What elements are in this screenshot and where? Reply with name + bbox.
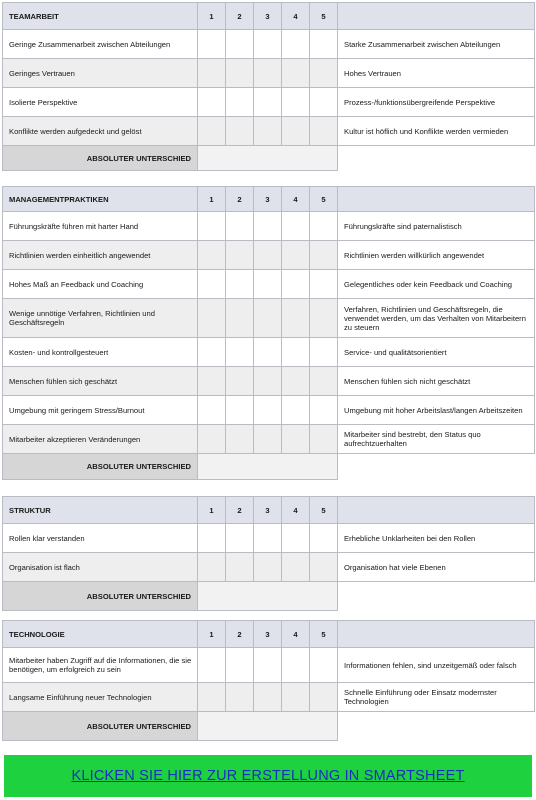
rating-cell-3[interactable] — [254, 270, 282, 299]
table-row — [3, 270, 535, 299]
rating-cell-2[interactable] — [226, 212, 254, 241]
rating-cell-4[interactable] — [282, 88, 310, 117]
rating-cell-3[interactable] — [254, 59, 282, 88]
left-statement: Kosten- und kontrollgesteuert — [3, 338, 198, 367]
section-title: MANAGEMENTPRAKTIKEN — [3, 187, 198, 212]
right-statement: Richtlinien werden willkürlich angewendet — [338, 241, 535, 270]
rating-cell-1[interactable] — [198, 117, 226, 146]
scale-number-3: 3 — [254, 621, 282, 648]
rating-cell-1[interactable] — [198, 367, 226, 396]
rating-cell-4[interactable] — [282, 212, 310, 241]
scale-number-1: 1 — [198, 187, 226, 212]
rating-cell-1[interactable] — [198, 524, 226, 553]
rating-cell-3[interactable] — [254, 524, 282, 553]
table-row — [3, 212, 535, 241]
left-statement: Umgebung mit geringem Stress/Burnout — [3, 396, 198, 425]
rating-cell-1[interactable] — [198, 59, 226, 88]
rating-cell-1[interactable] — [198, 88, 226, 117]
right-statement: Menschen fühlen sich nicht geschätzt — [338, 367, 535, 396]
rating-cell-5[interactable] — [310, 683, 338, 712]
left-statement: Hohes Maß an Feedback und Coaching — [3, 270, 198, 299]
rating-cell-4[interactable] — [282, 524, 310, 553]
rating-cell-5[interactable] — [310, 338, 338, 367]
scale-number-3: 3 — [254, 497, 282, 524]
left-statement: Isolierte Perspektive — [3, 88, 198, 117]
section-title: TEAMARBEIT — [3, 3, 198, 30]
rating-cell-3[interactable] — [254, 212, 282, 241]
table-row — [3, 88, 535, 117]
rating-cell-3[interactable] — [254, 648, 282, 683]
total-value-cell[interactable] — [198, 146, 338, 171]
header-row — [3, 187, 535, 212]
total-row — [3, 582, 535, 611]
rating-cell-4[interactable] — [282, 367, 310, 396]
right-statement: Prozess-/funktionsübergreifende Perspektive — [338, 88, 535, 117]
rating-cell-2[interactable] — [226, 338, 254, 367]
rating-cell-4[interactable] — [282, 30, 310, 59]
left-statement: Mitarbeiter haben Zugriff auf die Informationen, die sie benötigen, um erfolgreich zu sein — [3, 648, 198, 683]
scale-number-1: 1 — [198, 621, 226, 648]
rating-cell-4[interactable] — [282, 553, 310, 582]
rating-cell-2[interactable] — [226, 425, 254, 454]
rating-cell-2[interactable] — [226, 59, 254, 88]
rating-cell-2[interactable] — [226, 30, 254, 59]
rating-cell-3[interactable] — [254, 338, 282, 367]
total-label: ABSOLUTER UNTERSCHIED — [3, 712, 198, 741]
rating-cell-1[interactable] — [198, 299, 226, 338]
header-blank — [338, 3, 535, 30]
header-blank — [338, 621, 535, 648]
rating-cell-3[interactable] — [254, 396, 282, 425]
section-title: STRUKTUR — [3, 497, 198, 524]
rating-cell-3[interactable] — [254, 299, 282, 338]
scale-number-4: 4 — [282, 621, 310, 648]
right-statement: Mitarbeiter sind bestrebt, den Status quo aufrechtzuerhalten — [338, 425, 535, 454]
create-in-smartsheet-link[interactable]: KLICKEN SIE HIER ZUR ERSTELLUNG IN SMARTSHEET — [4, 755, 532, 797]
section-struktur — [2, 496, 534, 611]
section-technologie — [2, 620, 534, 741]
rating-cell-4[interactable] — [282, 241, 310, 270]
rating-cell-4[interactable] — [282, 338, 310, 367]
table-row — [3, 299, 535, 338]
rating-cell-1[interactable] — [198, 241, 226, 270]
rating-cell-5[interactable] — [310, 299, 338, 338]
rating-cell-3[interactable] — [254, 553, 282, 582]
rating-cell-1[interactable] — [198, 212, 226, 241]
rating-cell-1[interactable] — [198, 396, 226, 425]
rating-cell-2[interactable] — [226, 270, 254, 299]
total-label: ABSOLUTER UNTERSCHIED — [3, 582, 198, 611]
total-row — [3, 146, 535, 171]
scale-number-5: 5 — [310, 187, 338, 212]
rating-cell-4[interactable] — [282, 59, 310, 88]
rating-cell-4[interactable] — [282, 270, 310, 299]
rating-cell-5[interactable] — [310, 553, 338, 582]
rating-cell-1[interactable] — [198, 425, 226, 454]
rating-cell-5[interactable] — [310, 117, 338, 146]
rating-cell-2[interactable] — [226, 241, 254, 270]
right-statement: Gelegentliches oder kein Feedback und Coaching — [338, 270, 535, 299]
right-statement: Hohes Vertrauen — [338, 59, 535, 88]
table-row — [3, 30, 535, 59]
rating-cell-5[interactable] — [310, 212, 338, 241]
rating-cell-2[interactable] — [226, 524, 254, 553]
scale-number-1: 1 — [198, 497, 226, 524]
rating-cell-1[interactable] — [198, 553, 226, 582]
scale-number-4: 4 — [282, 187, 310, 212]
rating-cell-2[interactable] — [226, 88, 254, 117]
right-statement: Verfahren, Richtlinien und Geschäftsregeln, die verwendet werden, um das Verhalten von Mitarbeitern zu steuern — [338, 299, 535, 338]
rating-cell-2[interactable] — [226, 648, 254, 683]
total-value-cell[interactable] — [198, 712, 338, 741]
scale-number-2: 2 — [226, 3, 254, 30]
scale-number-4: 4 — [282, 497, 310, 524]
right-statement: Service- und qualitätsorientiert — [338, 338, 535, 367]
rating-cell-1[interactable] — [198, 338, 226, 367]
right-statement: Führungskräfte sind paternalistisch — [338, 212, 535, 241]
header-row — [3, 497, 535, 524]
rating-cell-3[interactable] — [254, 425, 282, 454]
rating-cell-4[interactable] — [282, 117, 310, 146]
rating-table — [2, 496, 535, 611]
rating-cell-3[interactable] — [254, 88, 282, 117]
right-statement: Erhebliche Unklarheiten bei den Rollen — [338, 524, 535, 553]
header-row — [3, 621, 535, 648]
table-row — [3, 59, 535, 88]
left-statement: Menschen fühlen sich geschätzt — [3, 367, 198, 396]
rating-cell-1[interactable] — [198, 270, 226, 299]
total-spacer — [338, 454, 535, 480]
right-statement: Informationen fehlen, sind unzeitgemäß oder falsch — [338, 648, 535, 683]
right-statement: Schnelle Einführung oder Einsatz modernster Technologien — [338, 683, 535, 712]
right-statement: Organisation hat viele Ebenen — [338, 553, 535, 582]
left-statement: Wenige unnötige Verfahren, Richtlinien und Geschäftsregeln — [3, 299, 198, 338]
scale-number-5: 5 — [310, 621, 338, 648]
scale-number-5: 5 — [310, 497, 338, 524]
left-statement: Geringe Zusammenarbeit zwischen Abteilungen — [3, 30, 198, 59]
rating-table — [2, 186, 535, 480]
total-value-cell[interactable] — [198, 454, 338, 480]
rating-cell-2[interactable] — [226, 299, 254, 338]
right-statement: Starke Zusammenarbeit zwischen Abteilungen — [338, 30, 535, 59]
scale-number-4: 4 — [282, 3, 310, 30]
total-label: ABSOLUTER UNTERSCHIED — [3, 454, 198, 480]
rating-cell-1[interactable] — [198, 30, 226, 59]
scale-number-2: 2 — [226, 621, 254, 648]
rating-cell-3[interactable] — [254, 367, 282, 396]
header-row — [3, 3, 535, 30]
table-row — [3, 524, 535, 553]
rating-cell-2[interactable] — [226, 553, 254, 582]
rating-cell-5[interactable] — [310, 425, 338, 454]
left-statement: Mitarbeiter akzeptieren Veränderungen — [3, 425, 198, 454]
rating-cell-5[interactable] — [310, 648, 338, 683]
table-row — [3, 396, 535, 425]
table-row — [3, 117, 535, 146]
total-spacer — [338, 712, 535, 741]
rating-cell-4[interactable] — [282, 648, 310, 683]
table-row — [3, 241, 535, 270]
left-statement: Führungskräfte führen mit harter Hand — [3, 212, 198, 241]
rating-cell-3[interactable] — [254, 683, 282, 712]
header-blank — [338, 497, 535, 524]
scale-number-2: 2 — [226, 497, 254, 524]
total-spacer — [338, 582, 535, 611]
total-spacer — [338, 146, 535, 171]
scale-number-3: 3 — [254, 3, 282, 30]
table-row — [3, 553, 535, 582]
total-label: ABSOLUTER UNTERSCHIED — [3, 146, 198, 171]
rating-cell-5[interactable] — [310, 59, 338, 88]
total-value-cell[interactable] — [198, 582, 338, 611]
rating-cell-5[interactable] — [310, 30, 338, 59]
scale-number-3: 3 — [254, 187, 282, 212]
rating-cell-2[interactable] — [226, 367, 254, 396]
total-row — [3, 712, 535, 741]
section-managementpraktiken — [2, 186, 534, 480]
section-title: TECHNOLOGIE — [3, 621, 198, 648]
rating-cell-5[interactable] — [310, 367, 338, 396]
table-row — [3, 683, 535, 712]
rating-cell-4[interactable] — [282, 396, 310, 425]
left-statement: Geringes Vertrauen — [3, 59, 198, 88]
scale-number-1: 1 — [198, 3, 226, 30]
left-statement: Richtlinien werden einheitlich angewendet — [3, 241, 198, 270]
rating-cell-5[interactable] — [310, 396, 338, 425]
table-row — [3, 367, 535, 396]
scale-number-5: 5 — [310, 3, 338, 30]
table-row — [3, 338, 535, 367]
rating-cell-4[interactable] — [282, 425, 310, 454]
scale-number-2: 2 — [226, 187, 254, 212]
rating-cell-5[interactable] — [310, 241, 338, 270]
rating-cell-4[interactable] — [282, 299, 310, 338]
table-row — [3, 648, 535, 683]
rating-table — [2, 2, 535, 171]
header-blank — [338, 187, 535, 212]
rating-cell-3[interactable] — [254, 241, 282, 270]
left-statement: Organisation ist flach — [3, 553, 198, 582]
rating-cell-3[interactable] — [254, 30, 282, 59]
rating-cell-2[interactable] — [226, 396, 254, 425]
rating-table — [2, 620, 535, 741]
left-statement: Konflikte werden aufgedeckt und gelöst — [3, 117, 198, 146]
right-statement: Kultur ist höflich und Konflikte werden vermieden — [338, 117, 535, 146]
rating-cell-5[interactable] — [310, 270, 338, 299]
rating-cell-4[interactable] — [282, 683, 310, 712]
rating-cell-2[interactable] — [226, 683, 254, 712]
rating-cell-2[interactable] — [226, 117, 254, 146]
rating-cell-3[interactable] — [254, 117, 282, 146]
rating-cell-1[interactable] — [198, 648, 226, 683]
table-row — [3, 425, 535, 454]
section-teamarbeit — [2, 2, 534, 171]
right-statement: Umgebung mit hoher Arbeitslast/langen Arbeitszeiten — [338, 396, 535, 425]
total-row — [3, 454, 535, 480]
left-statement: Rollen klar verstanden — [3, 524, 198, 553]
rating-cell-5[interactable] — [310, 524, 338, 553]
rating-cell-5[interactable] — [310, 88, 338, 117]
rating-cell-1[interactable] — [198, 683, 226, 712]
left-statement: Langsame Einführung neuer Technologien — [3, 683, 198, 712]
